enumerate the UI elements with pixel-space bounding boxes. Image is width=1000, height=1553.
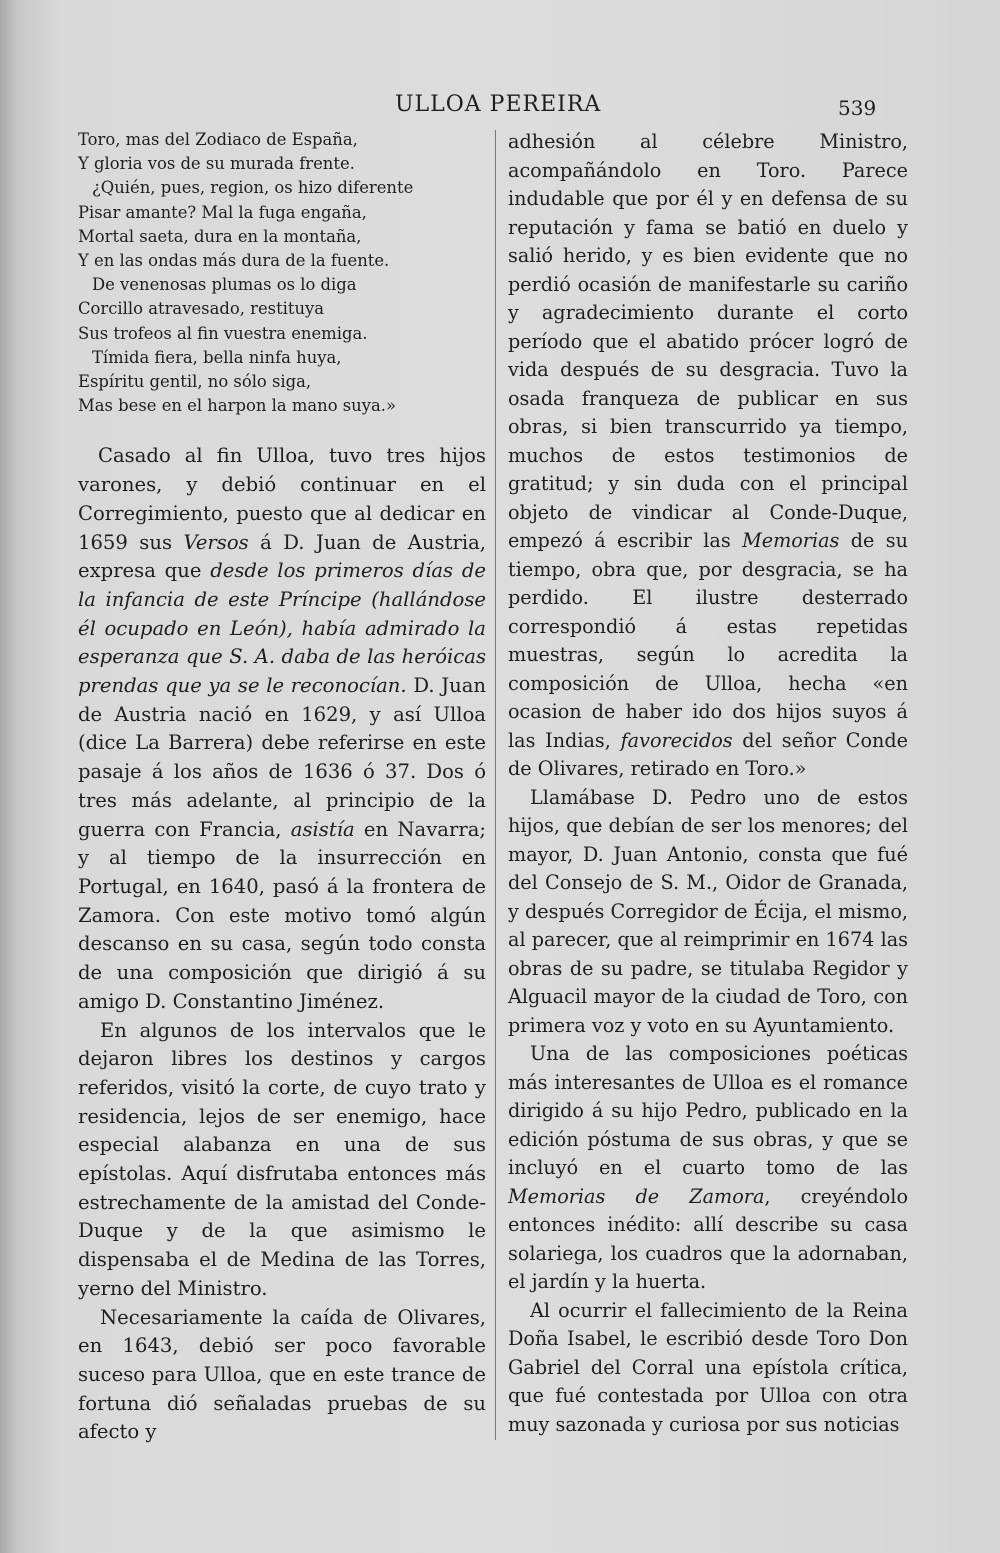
running-title: ULLOA PEREIRA <box>395 92 602 117</box>
verse-line: Corcillo atravesado, restituya <box>78 299 325 319</box>
verse-line: Mas bese en el harpon la mano suya.» <box>78 396 397 416</box>
text-run: en Navarra; y al tiempo de la insurrección en Portugal, en 1640, pasó á la frontera de Zamora. Con este motivo tomó algún descanso en su casa, según todo consta de una composición que dirigió á su amigo D. Constantino Jiménez. <box>78 817 486 1013</box>
verse-line: Toro, mas del Zodiaco de España, <box>78 130 358 149</box>
verse-line: De venenosas plumas os lo diga <box>92 275 357 295</box>
paragraph <box>508 1040 908 1297</box>
text-run: Una de las composiciones poéticas más interesantes de Ulloa es el romance dirigido á su hijo Pedro, publicado en la edición póstuma de sus obras, y que se incluyó en el cuarto tomo de las <box>508 1042 908 1179</box>
text-run: D. Juan de Austria nació en 1629, y así Ulloa (dice La Barrera) debe referirse en este pasaje á los años de 1636 ó 37. Dos ó tres más adelante, al principio de la guerra con Francia, <box>78 674 486 841</box>
verse-line: Mortal saeta, dura en la montaña, <box>78 226 362 246</box>
italic-run: favorecidos <box>620 728 733 752</box>
italic-run: asistía <box>290 817 355 841</box>
page-header <box>0 92 1000 122</box>
paragraph <box>78 442 486 1016</box>
page-number: 539 <box>838 96 877 120</box>
right-column <box>508 128 908 1439</box>
verse-line: ¿Quién, pues, region, os hizo diferente <box>92 178 414 198</box>
verse-line: Y en las ondas más dura de la fuente. <box>78 251 390 271</box>
paragraph: Necesariamente la caída de Olivares, en 1643, debió ser poco favorable suceso para Ulloa, que en este trance de fortuna dió señaladas pruebas de su afecto y <box>78 1305 486 1444</box>
text-run: á D. Juan de Austria, expresa que <box>78 530 486 583</box>
italic-run: Memorias de Zamora <box>508 1184 765 1208</box>
verse-line: Y gloria vos de su murada frente. <box>78 154 355 174</box>
verse-block <box>78 128 486 418</box>
italic-run: desde los primeros días de la infancia de este Príncipe (hallándose él ocupado en León), había admirado la esperanza que S. A. daba de las heróicas prendas que ya se le reconocían. <box>78 559 486 698</box>
paragraph <box>508 128 908 784</box>
text-run: Casado al fin Ulloa, tuvo tres hijos varones, y debió continuar en el Corregimiento, puesto que al dedicar en 1659 sus <box>78 444 486 554</box>
italic-run: Versos <box>183 530 249 554</box>
verse-line: Espíritu gentil, no sólo siga, <box>78 372 312 392</box>
text-run: , creyéndolo entonces inédito: allí describe su casa solariega, los cuadros que la adornaban, el jardín y la huerta. <box>508 1184 908 1293</box>
verse-line: Pisar amante? Mal la fuga engaña, <box>78 202 367 222</box>
left-column <box>78 128 486 1447</box>
verse-line: Tímida fiera, bella ninfa huya, <box>92 347 342 367</box>
verse-line: Sus trofeos al fin vuestra enemiga. <box>78 323 368 343</box>
italic-run: Memorias <box>742 529 840 552</box>
paragraph: Llamábase D. Pedro uno de estos hijos, que debían de ser los menores; del mayor, D. Juan Antonio, consta que fué del Consejo de S. M., Oidor de Granada, y después Corregidor de Écija, el mismo, al parecer, que al reimprimir en 1674 las obras de su padre, se titulaba Regidor y Alguacil mayor de la ciudad de Toro, con primera voz y voto en su Ayuntamiento. <box>508 785 908 1037</box>
paragraph: Al ocurrir el fallecimiento de la Reina Doña Isabel, le escribió desde Toro Don Gabriel del Corral una epístola crítica, que fué contestada por Ulloa con otra muy sazonada y curiosa por sus noticias <box>508 1298 908 1436</box>
text-run: de su tiempo, obra que, por desgracia, se ha perdido. El ilustre desterrado correspondió á estas repetidas muestras, según lo acredita la composición de Ulloa, hecha «en ocasion de haber ido dos hijos suyos á las Indias, <box>508 529 908 752</box>
column-divider <box>495 130 496 1440</box>
text-run: del señor Conde de Olivares, retirado en Toro.» <box>508 728 908 780</box>
text-run: adhesión al célebre Ministro, acompañándolo en Toro. Parece indudable que por él y en defensa de su reputación y fama se batió en duelo y salió herido, y es bien evidente que no perdió ocasión de manifestarle su cariño y agradecimiento durante el corto período que el abatido prócer logró de vida después de su desgracia. Tuvo la osada franqueza de publicar en sus obras, si bien transcurrido ya tiempo, muchos de estos testimonios de gratitud; y sin duda con el principal objeto de vindicar al Conde-Duque, empezó á escribir las <box>508 130 908 552</box>
paragraph: En algunos de los intervalos que le dejaron libres los destinos y cargos referidos, visitó la corte, de cuyo trato y residencia, lejos de ser enemigo, hace especial alabanza en una de sus epístolas. Aquí disfrutaba entonces más estrechamente de la amistad del Conde-Duque y de la que asimismo le dispensaba el de Medina de las Torres, yerno del Ministro. <box>78 1018 486 1300</box>
